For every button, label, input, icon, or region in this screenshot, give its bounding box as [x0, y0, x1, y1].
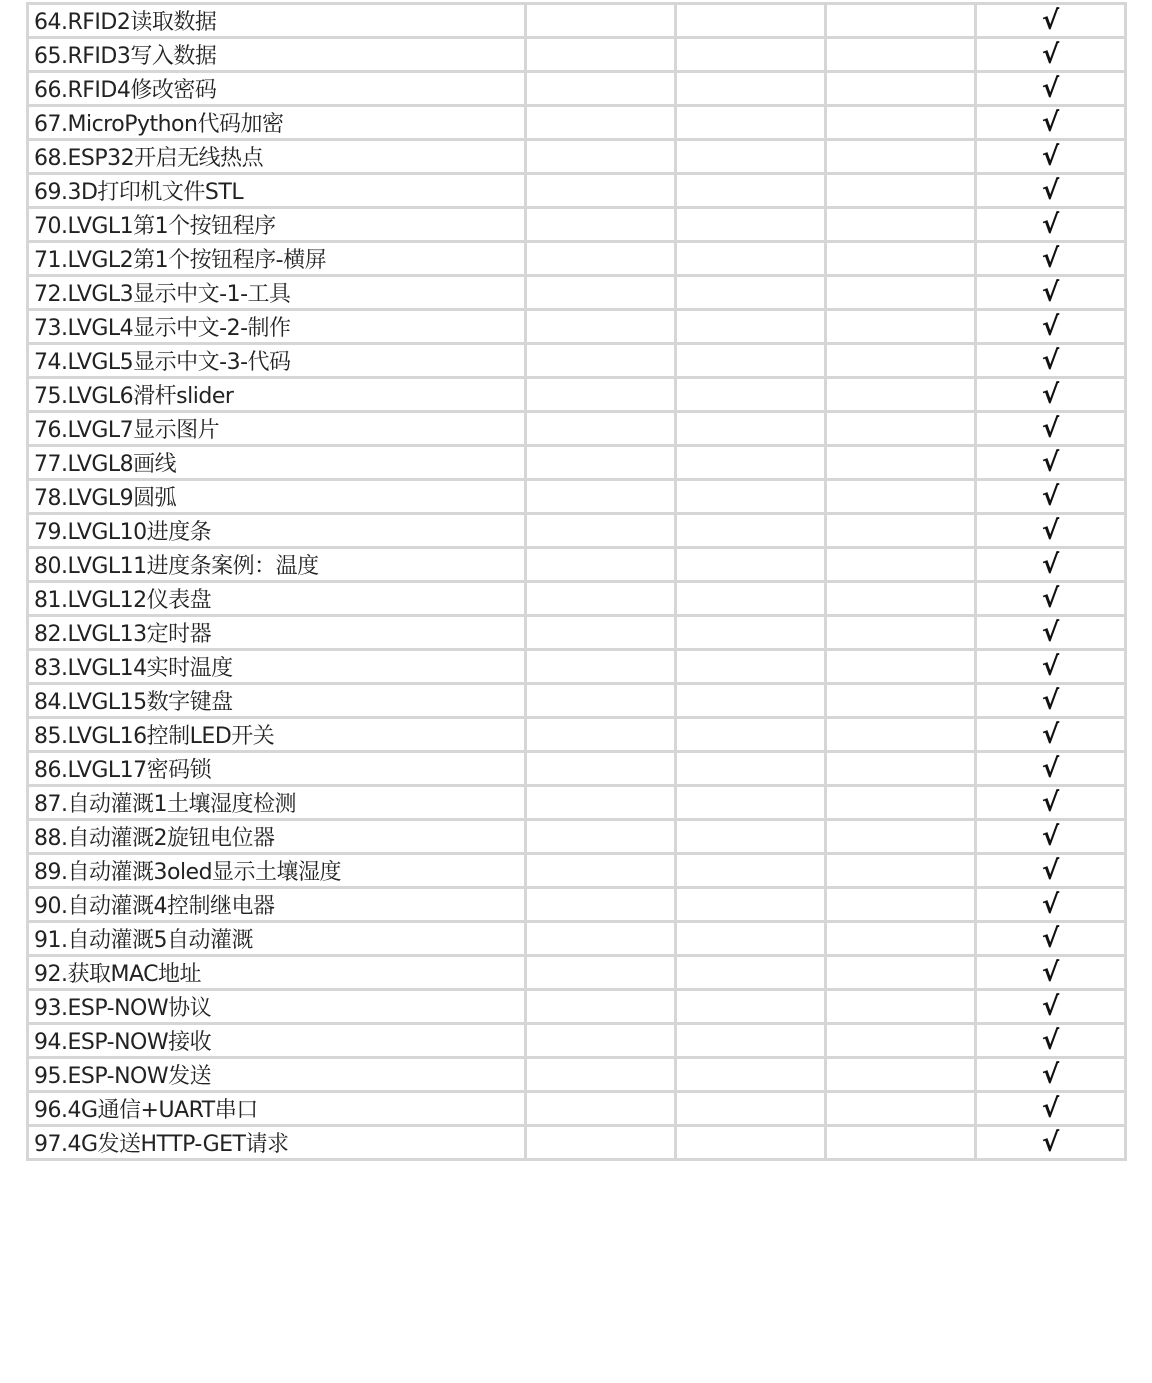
table-row	[28, 276, 1126, 310]
course-name-cell: 69.3D打印机文件STL	[28, 174, 526, 208]
course-name-cell: 96.4G通信+UART串口	[28, 1092, 526, 1126]
course-name-cell: 84.LVGL15数字键盘	[28, 684, 526, 718]
course-name-cell: 91.自动灌溉5自动灌溉	[28, 922, 526, 956]
empty-cell	[676, 582, 826, 616]
course-name-cell: 90.自动灌溉4控制继电器	[28, 888, 526, 922]
empty-cell	[526, 140, 676, 174]
table-row	[28, 514, 1126, 548]
empty-cell	[826, 310, 976, 344]
check-mark-cell: √	[976, 956, 1126, 990]
table-row	[28, 990, 1126, 1024]
course-name-cell: 68.ESP32开启无线热点	[28, 140, 526, 174]
empty-cell	[676, 922, 826, 956]
check-mark-cell: √	[976, 650, 1126, 684]
course-name-cell: 64.RFID2读取数据	[28, 4, 526, 38]
course-name-cell: 70.LVGL1第1个按钮程序	[28, 208, 526, 242]
check-mark-cell: √	[976, 1092, 1126, 1126]
check-mark-cell: √	[976, 446, 1126, 480]
check-mark-cell: √	[976, 990, 1126, 1024]
empty-cell	[676, 854, 826, 888]
check-mark-cell: √	[976, 106, 1126, 140]
empty-cell	[826, 344, 976, 378]
table-row	[28, 344, 1126, 378]
empty-cell	[826, 956, 976, 990]
check-mark-cell: √	[976, 616, 1126, 650]
check-mark-cell: √	[976, 1058, 1126, 1092]
table-row	[28, 582, 1126, 616]
empty-cell	[526, 752, 676, 786]
course-name-cell: 72.LVGL3显示中文-1-工具	[28, 276, 526, 310]
empty-cell	[826, 4, 976, 38]
table-row	[28, 718, 1126, 752]
empty-cell	[676, 1024, 826, 1058]
empty-cell	[676, 140, 826, 174]
check-mark-cell: √	[976, 786, 1126, 820]
table-row	[28, 412, 1126, 446]
check-mark-cell: √	[976, 412, 1126, 446]
course-name-cell: 95.ESP-NOW发送	[28, 1058, 526, 1092]
empty-cell	[526, 344, 676, 378]
empty-cell	[526, 378, 676, 412]
course-name-cell: 83.LVGL14实时温度	[28, 650, 526, 684]
empty-cell	[676, 1092, 826, 1126]
empty-cell	[826, 106, 976, 140]
table-row	[28, 888, 1126, 922]
course-name-cell: 77.LVGL8画线	[28, 446, 526, 480]
empty-cell	[676, 208, 826, 242]
empty-cell	[826, 786, 976, 820]
check-mark-cell: √	[976, 72, 1126, 106]
empty-cell	[526, 990, 676, 1024]
check-mark-cell: √	[976, 888, 1126, 922]
course-name-cell: 73.LVGL4显示中文-2-制作	[28, 310, 526, 344]
empty-cell	[676, 752, 826, 786]
empty-cell	[826, 548, 976, 582]
empty-cell	[526, 650, 676, 684]
empty-cell	[526, 480, 676, 514]
check-mark-cell: √	[976, 854, 1126, 888]
check-mark-cell: √	[976, 480, 1126, 514]
empty-cell	[826, 854, 976, 888]
empty-cell	[526, 412, 676, 446]
empty-cell	[676, 718, 826, 752]
check-mark-cell: √	[976, 752, 1126, 786]
empty-cell	[826, 446, 976, 480]
table-row	[28, 446, 1126, 480]
table-row	[28, 1058, 1126, 1092]
empty-cell	[676, 276, 826, 310]
table-row	[28, 854, 1126, 888]
empty-cell	[676, 1126, 826, 1160]
empty-cell	[526, 956, 676, 990]
empty-cell	[826, 480, 976, 514]
empty-cell	[526, 208, 676, 242]
check-mark-cell: √	[976, 4, 1126, 38]
course-table	[26, 2, 1127, 1161]
check-mark-cell: √	[976, 548, 1126, 582]
empty-cell	[526, 684, 676, 718]
empty-cell	[526, 786, 676, 820]
empty-cell	[826, 650, 976, 684]
empty-cell	[826, 820, 976, 854]
course-name-cell: 75.LVGL6滑杆slider	[28, 378, 526, 412]
empty-cell	[526, 242, 676, 276]
course-name-cell: 81.LVGL12仪表盘	[28, 582, 526, 616]
course-name-cell: 88.自动灌溉2旋钮电位器	[28, 820, 526, 854]
empty-cell	[826, 208, 976, 242]
check-mark-cell: √	[976, 344, 1126, 378]
empty-cell	[826, 1126, 976, 1160]
empty-cell	[676, 820, 826, 854]
empty-cell	[676, 1058, 826, 1092]
check-mark-cell: √	[976, 276, 1126, 310]
empty-cell	[676, 616, 826, 650]
empty-cell	[526, 1058, 676, 1092]
empty-cell	[826, 616, 976, 650]
empty-cell	[676, 514, 826, 548]
empty-cell	[526, 616, 676, 650]
check-mark-cell: √	[976, 684, 1126, 718]
empty-cell	[676, 412, 826, 446]
empty-cell	[826, 38, 976, 72]
table-row	[28, 820, 1126, 854]
empty-cell	[526, 922, 676, 956]
empty-cell	[526, 1024, 676, 1058]
empty-cell	[526, 310, 676, 344]
course-name-cell: 82.LVGL13定时器	[28, 616, 526, 650]
empty-cell	[526, 514, 676, 548]
table-row	[28, 106, 1126, 140]
check-mark-cell: √	[976, 718, 1126, 752]
course-name-cell: 65.RFID3写入数据	[28, 38, 526, 72]
empty-cell	[826, 752, 976, 786]
check-mark-cell: √	[976, 820, 1126, 854]
course-name-cell: 66.RFID4修改密码	[28, 72, 526, 106]
empty-cell	[526, 276, 676, 310]
table-row	[28, 378, 1126, 412]
empty-cell	[676, 72, 826, 106]
table-row	[28, 140, 1126, 174]
check-mark-cell: √	[976, 174, 1126, 208]
empty-cell	[676, 446, 826, 480]
empty-cell	[826, 582, 976, 616]
course-name-cell: 74.LVGL5显示中文-3-代码	[28, 344, 526, 378]
empty-cell	[826, 72, 976, 106]
empty-cell	[526, 888, 676, 922]
empty-cell	[526, 174, 676, 208]
table-row	[28, 1024, 1126, 1058]
empty-cell	[676, 990, 826, 1024]
empty-cell	[826, 1024, 976, 1058]
empty-cell	[826, 514, 976, 548]
table-row	[28, 310, 1126, 344]
check-mark-cell: √	[976, 208, 1126, 242]
course-name-cell: 93.ESP-NOW协议	[28, 990, 526, 1024]
course-name-cell: 87.自动灌溉1土壤湿度检测	[28, 786, 526, 820]
empty-cell	[676, 650, 826, 684]
empty-cell	[826, 242, 976, 276]
table-row	[28, 208, 1126, 242]
check-mark-cell: √	[976, 140, 1126, 174]
empty-cell	[676, 310, 826, 344]
table-row	[28, 650, 1126, 684]
empty-cell	[826, 412, 976, 446]
table-row	[28, 72, 1126, 106]
check-mark-cell: √	[976, 582, 1126, 616]
check-mark-cell: √	[976, 242, 1126, 276]
check-mark-cell: √	[976, 1126, 1126, 1160]
table-row	[28, 1126, 1126, 1160]
empty-cell	[676, 378, 826, 412]
table-row	[28, 174, 1126, 208]
course-name-cell: 85.LVGL16控制LED开关	[28, 718, 526, 752]
course-name-cell: 80.LVGL11进度条案例：温度	[28, 548, 526, 582]
empty-cell	[526, 1092, 676, 1126]
empty-cell	[676, 786, 826, 820]
empty-cell	[526, 854, 676, 888]
empty-cell	[676, 956, 826, 990]
empty-cell	[676, 548, 826, 582]
empty-cell	[526, 446, 676, 480]
table-row	[28, 752, 1126, 786]
empty-cell	[526, 38, 676, 72]
check-mark-cell: √	[976, 310, 1126, 344]
course-name-cell: 86.LVGL17密码锁	[28, 752, 526, 786]
table-row	[28, 548, 1126, 582]
check-mark-cell: √	[976, 514, 1126, 548]
table-row	[28, 480, 1126, 514]
course-name-cell: 94.ESP-NOW接收	[28, 1024, 526, 1058]
empty-cell	[526, 582, 676, 616]
empty-cell	[826, 140, 976, 174]
check-mark-cell: √	[976, 38, 1126, 72]
course-name-cell: 71.LVGL2第1个按钮程序-横屏	[28, 242, 526, 276]
empty-cell	[526, 548, 676, 582]
table-row	[28, 38, 1126, 72]
empty-cell	[826, 1058, 976, 1092]
empty-cell	[826, 174, 976, 208]
empty-cell	[676, 684, 826, 718]
empty-cell	[826, 276, 976, 310]
empty-cell	[676, 480, 826, 514]
table-row	[28, 922, 1126, 956]
empty-cell	[826, 718, 976, 752]
table-row	[28, 956, 1126, 990]
empty-cell	[526, 72, 676, 106]
empty-cell	[826, 1092, 976, 1126]
table-row	[28, 786, 1126, 820]
empty-cell	[676, 344, 826, 378]
table-row	[28, 1092, 1126, 1126]
empty-cell	[676, 106, 826, 140]
empty-cell	[676, 174, 826, 208]
check-mark-cell: √	[976, 922, 1126, 956]
table-row	[28, 4, 1126, 38]
empty-cell	[526, 718, 676, 752]
table-row	[28, 242, 1126, 276]
course-name-cell: 89.自动灌溉3oled显示土壤湿度	[28, 854, 526, 888]
empty-cell	[826, 990, 976, 1024]
course-name-cell: 78.LVGL9圆弧	[28, 480, 526, 514]
check-mark-cell: √	[976, 378, 1126, 412]
empty-cell	[526, 106, 676, 140]
empty-cell	[526, 4, 676, 38]
course-name-cell: 76.LVGL7显示图片	[28, 412, 526, 446]
empty-cell	[826, 378, 976, 412]
course-name-cell: 79.LVGL10进度条	[28, 514, 526, 548]
empty-cell	[676, 242, 826, 276]
empty-cell	[826, 888, 976, 922]
table-row	[28, 616, 1126, 650]
empty-cell	[676, 4, 826, 38]
empty-cell	[526, 820, 676, 854]
empty-cell	[826, 684, 976, 718]
course-name-cell: 97.4G发送HTTP-GET请求	[28, 1126, 526, 1160]
table-body	[28, 4, 1126, 1160]
course-name-cell: 67.MicroPython代码加密	[28, 106, 526, 140]
empty-cell	[526, 1126, 676, 1160]
course-name-cell: 92.获取MAC地址	[28, 956, 526, 990]
empty-cell	[676, 888, 826, 922]
empty-cell	[676, 38, 826, 72]
table-row	[28, 684, 1126, 718]
empty-cell	[826, 922, 976, 956]
check-mark-cell: √	[976, 1024, 1126, 1058]
